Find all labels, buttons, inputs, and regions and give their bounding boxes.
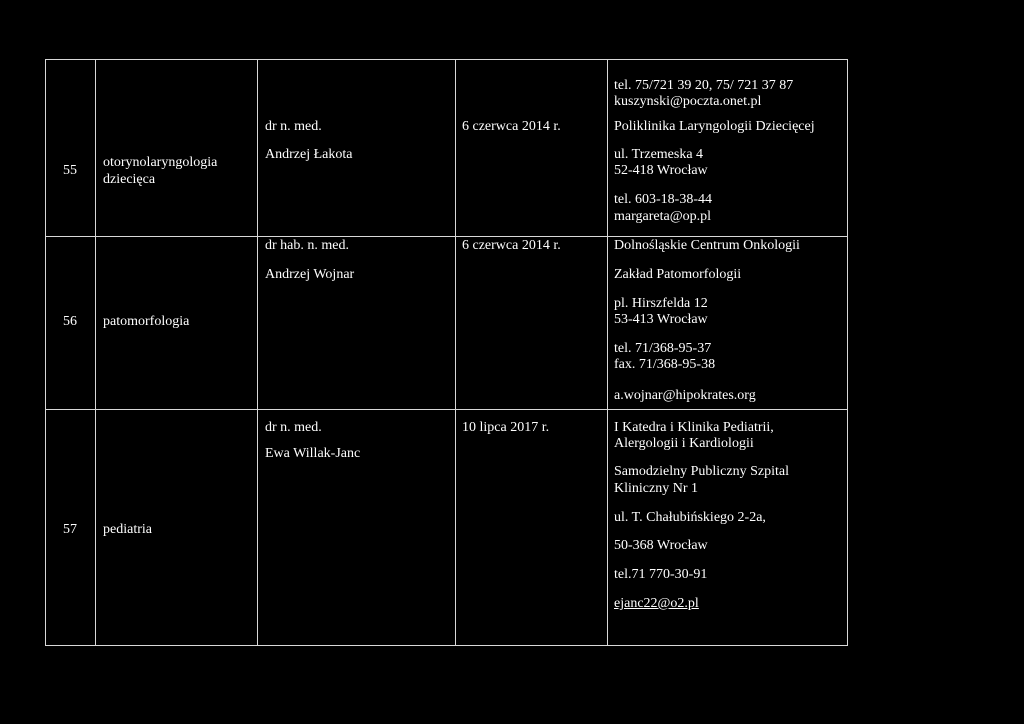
contact-line: margareta@op.pl: [614, 209, 711, 224]
address-line: pl. Hirszfelda 12: [614, 296, 708, 311]
address-line: 53-413 Wrocław: [614, 312, 708, 327]
institution: Dolnośląskie Centrum Onkologii: [614, 238, 800, 253]
doctor-title: dr hab. n. med.: [265, 238, 349, 253]
phone-line: tel.71 770-30-91: [614, 567, 708, 582]
street: ul. T. Chałubińskiego 2-2a,: [614, 510, 766, 525]
table-border-top: [45, 59, 848, 60]
col-divider: [607, 59, 608, 646]
fax-line: fax. 71/368-95-38: [614, 357, 716, 372]
email: a.wojnar@hipokrates.org: [614, 388, 756, 403]
email-link[interactable]: ejanc22@o2.pl: [614, 596, 699, 611]
institution-line: I Katedra i Klinika Pediatrii,: [614, 420, 774, 435]
specialists-table: [45, 59, 848, 646]
col-divider: [45, 59, 46, 646]
phone-line: tel. 71/368-95-37: [614, 341, 712, 356]
doctor-title: dr n. med.: [265, 119, 322, 134]
row-number: 57: [63, 522, 77, 537]
specialty-line: pediatria: [103, 522, 152, 537]
city: 50-368 Wrocław: [614, 538, 708, 553]
col-divider: [455, 59, 456, 646]
row-number: 55: [63, 163, 77, 178]
date: 6 czerwca 2014 r.: [462, 238, 561, 253]
col-divider: [257, 59, 258, 646]
institution: Poliklinika Laryngologii Dziecięcej: [614, 119, 815, 134]
specialty-line: dziecięca: [103, 172, 156, 187]
hospital-line: Kliniczny Nr 1: [614, 481, 698, 496]
row-divider: [45, 409, 848, 410]
date: 6 czerwca 2014 r.: [462, 119, 561, 134]
address-line: ul. Trzemeska 4: [614, 147, 704, 162]
doctor-name: Ewa Willak-Janc: [265, 446, 361, 461]
department: Zakład Patomorfologii: [614, 267, 742, 282]
contact-line: tel. 75/721 39 20, 75/ 721 37 87: [614, 78, 794, 93]
address-line: 52-418 Wrocław: [614, 163, 708, 178]
specialty-line: patomorfologia: [103, 314, 190, 329]
doctor-name: Andrzej Wojnar: [265, 267, 355, 282]
date: 10 lipca 2017 r.: [462, 420, 550, 435]
specialty-line: otorynolaryngologia: [103, 155, 218, 170]
row-number: 56: [63, 314, 77, 329]
doctor-name: Andrzej Łakota: [265, 147, 353, 162]
doctor-title: dr n. med.: [265, 420, 322, 435]
institution-line: Alergologii i Kardiologii: [614, 436, 754, 451]
contact-line: tel. 603-18-38-44: [614, 192, 712, 207]
row-divider: [45, 236, 848, 237]
contact-line: kuszynski@poczta.onet.pl: [614, 94, 762, 109]
hospital-line: Samodzielny Publiczny Szpital: [614, 464, 789, 479]
table-border-bottom: [45, 645, 848, 646]
col-divider: [847, 59, 848, 646]
col-divider: [95, 59, 96, 646]
